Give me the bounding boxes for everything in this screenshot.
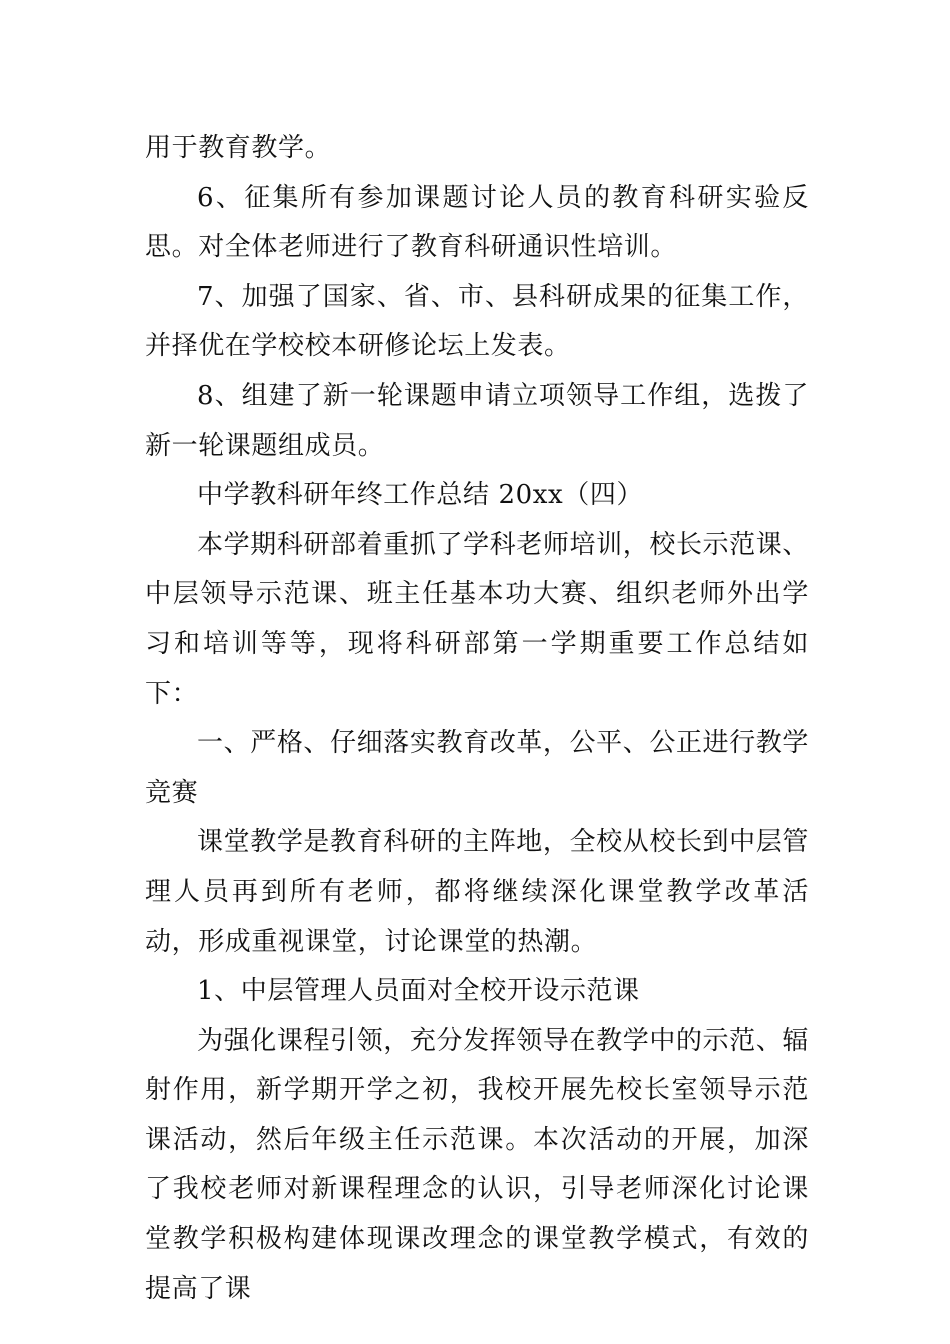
paragraph-2: 6、征集所有参加课题讨论人员的教育科研实验反思。对全体老师进行了教育科研通识性培训。 [145,182,809,263]
heading-1: 一、严格、仔细落实教育改革，公平、公正进行教学竞赛 [145,728,809,808]
paragraph-1: 用于教育教学。 [145,133,332,163]
section-title: 中学教科研年终工作总结 20xx（四） [197,480,644,511]
paragraph-demo-lessons: 为强化课程引领，充分发挥领导在教学中的示范、辐射作用，新学期开学之初，我校开展先校长室领导示范课活动，然后年级主任示范课。本次活动的开展，加深了我校老师对新课程理念的认识，引导老师深化讨论课堂教学积极构建体现课改理念的课堂教学模式，有效的提高了课 [145,1025,809,1304]
subheading-1: 1、中层管理人员面对全校开设示范课 [197,976,640,1007]
paragraph-3: 7、加强了国家、省、市、县科研成果的征集工作，并择优在学校校本研修论坛上发表。 [145,281,809,362]
paragraph-classroom: 课堂教学是教育科研的主阵地，全校从校长到中层管理人员再到所有老师，都将继续深化课堂教学改革活动，形成重视课堂，讨论课堂的热潮。 [145,827,809,957]
paragraph-4: 8、组建了新一轮课题申请立项领导工作组，选拨了新一轮课题组成员。 [145,380,809,461]
document-body [145,124,809,1314]
paragraph-intro: 本学期科研部着重抓了学科老师培训，校长示范课、中层领导示范课、班主任基本功大赛、组织老师外出学习和培训等等，现将科研部第一学期重要工作总结如下： [145,529,809,709]
